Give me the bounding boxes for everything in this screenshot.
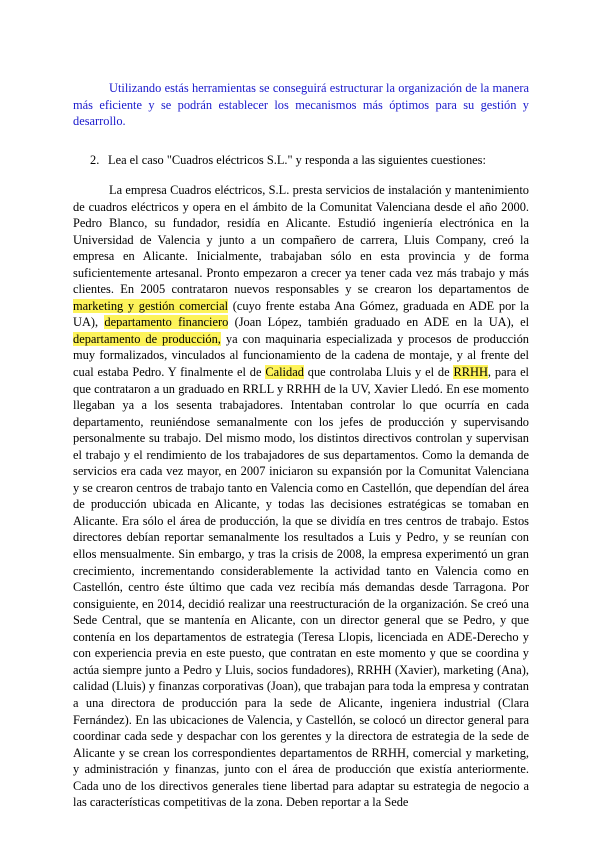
case-text: (Joan López, también graduado en ADE en la UA), el (228, 315, 530, 330)
case-text: (cuyo frente estaba Ana Gómez, graduada en ADE por la UA), (73, 298, 530, 330)
case-paragraph (73, 182, 529, 811)
highlight-produccion: departamento de producción, (73, 331, 221, 346)
question-number: 2. (90, 153, 100, 167)
question-text: Lea el caso "Cuadros eléctricos S.L." y responda a las siguientes cuestiones: (108, 153, 486, 167)
highlight-rrhh: RRHH (453, 365, 488, 380)
case-text: La empresa Cuadros eléctricos, S.L. presta servicios de instalación y mantenimiento de cuadros eléctricos y opera en el ámbito de la Comunitat Valenciana desde el año 2000. Pedro Blanco, su fundador, residía en Alicante. Estudió ingeniería electrónica en la Universidad de Valencia y junto a un compañero de carrera, Lluis Company, creó la empresa en Alicante. Inicialmente, trabajaban sólo en esta provincia y de forma suficientemente artesanal. Pronto empezaron a crecer ya tener cada vez más trabajo y más clientes. En 2005 contrataron nuevos responsables y se crearon los departamentos de (73, 183, 529, 297)
question-item (90, 152, 530, 168)
case-text: ya con maquinaria especializada y procesos de producción muy formalizados, vinculados al funcionamiento de la cadena de montaje, y al frente del cual estaba Pedro. Y finalmente el de (73, 331, 530, 380)
case-text: que controlaba Lluis y el de (303, 365, 454, 380)
intro-paragraph: Utilizando estás herramientas se conseguirá estructurar la organización de la manera más eficiente y se podrán establecer los mecanismos más óptimos para su gestión y desarrollo. (73, 81, 529, 128)
highlight-marketing: marketing y gestión comercial (73, 298, 229, 313)
case-text: , para el que contrataron a un graduado en RRLL y RRHH de la UV, Xavier Lledó. En ese momento llegaban ya a los sesenta trabajadores. Intentaban controlar lo que ocurría en cada departamento, reuniéndose semanalmente con los jefes de producción y supervisando personalmente su trabajo. Del mismo modo, los distintos directivos controlan y supervisan el trabajo y el rendimiento de los trabajadores de sus departamentos. Como la demanda de servicios era cada vez mayor, en 2007 iniciaron su expansión por la Comunitat Valenciana y se crearon centros de trabajo tanto en Valencia como en Castellón, que dependían del área de producción ubicada en Alicante, y todas las decisiones estratégicas se tomaban en Alicante. Era sólo el área de producción, la que se dividía en tres centros de trabajo. Estos directores debían reportar semanalmente los resultados a Luis y Pedro, y se reunían con ellos mensualmente. Sin embargo, y tras la crisis de 2008, la empresa experimentó un gran crecimiento, incrementando considerablemente la actividad tanto en Valencia como en Castellón, centro éste último que cada vez recibía más demandas desde Tarragona. Por consiguiente, en 2014, decidió realizar una reestructuración de la organización. Se creó una Sede Central, que se mantenía en Alicante, con un director general que se Pedro, y que contenía en los departamentos de estrategia (Teresa Llopis, licenciada en ADE-Derecho y con experiencia previa en este puesto, que contratan en este momento y que se coordina y actúa siempre junto a Pedro y Lluis, socios fundadores), RRHH (Xavier), marketing (Ana), calidad (Lluis) y finanzas corporativas (Joan), que trabajan para toda la empresa y contratan a una directora de producción para la sede de Alicante, ingeniera industrial (Clara Fernández). En las ubicaciones de Valencia, y Castellón, se colocó un director general para coordinar cada sede y despachar con los gerentes y la directora de estrategia de la sede de Alicante y se crean los correspondientes departamentos de RRHH, comercial y marketing, y administración y finanzas, junto con el área de producción que existía anteriormente. Cada uno de los directivos generales tiene libertad para adaptar su estrategia de negocio a las características competitivas de la zona. Deben reportar a la Sede (73, 365, 530, 810)
highlight-calidad: Calidad (265, 365, 304, 380)
highlight-financiero: departamento financiero (104, 315, 229, 330)
